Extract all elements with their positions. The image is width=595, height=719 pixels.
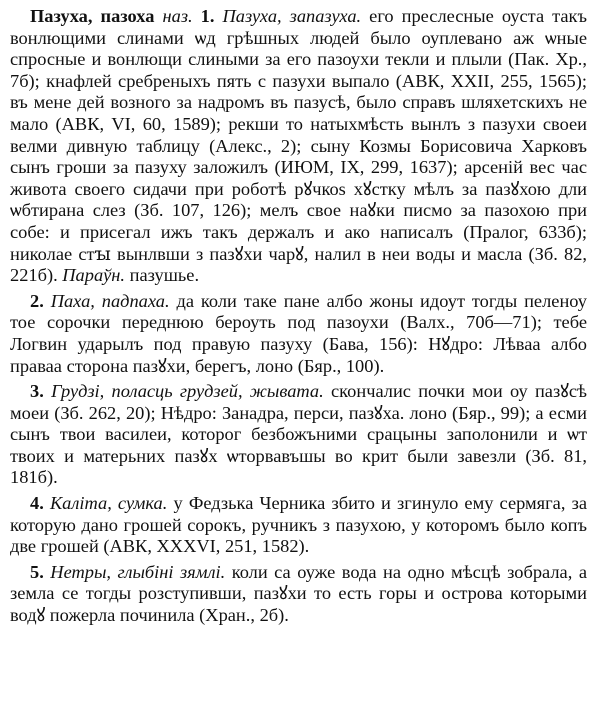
sense-2: [10, 291, 587, 377]
sense-number: 4.: [30, 493, 44, 514]
sense-text: коли са оуже вода на одно мѣсцѣ зобрала, а земла се тогды розступивши, пазꙋхи то есть горы и острова которыми водꙋ пожерла починила (Хран., 2б).: [10, 561, 587, 626]
sense-gloss: Пазуха, запазуха.: [222, 6, 362, 26]
sense-3: [10, 381, 587, 489]
sense-number: 5.: [30, 561, 44, 582]
sense-gloss: Нетры, глыбіні зямлі.: [50, 561, 226, 582]
sense-number: 2.: [30, 290, 44, 311]
sense-text: скончалис почки мои оу пазꙋсѣ моеи (Зб. 262, 20); Нѣдро: Занадра, перси, пазꙋха. лоно (Бяр., 99); а есми сынъ твои василеи, которог безбожъними срацыны заполонили и ѡт твоих и матерьних пазꙋх ѡторвавъшы во крит были завезли (Зб. 81, 181б).: [10, 381, 587, 488]
sense-number: 3.: [30, 381, 44, 402]
equivalent-label: Параўн.: [62, 265, 126, 286]
sense-text: да коли таке пане албо жоны идоут тогды пеленоу тое сорочки переднюю бероуть под пазоухи (Валх., 70б—71); тебе Логвин ударылъ под правую пазуху (Бава, 156): Нꙋдро: Лѣваа албо праваа сторона пазꙋхи, берегъ, лоно (Бяр., 100).: [10, 290, 587, 376]
part-of-speech: наз.: [162, 6, 193, 26]
sense-1: [10, 6, 587, 287]
sense-4: [10, 493, 587, 558]
sense-number: 1.: [200, 6, 215, 26]
sense-gloss: Грудзі, поласць грудзей, жывата.: [51, 381, 324, 402]
equivalent-text: пазушье.: [129, 265, 200, 286]
sense-gloss: Каліта, сумка.: [49, 493, 168, 514]
sense-text: у Федзька Черника збито и згинуло ему сермяга, за которую дано грошей сорокъ, ручникъ з пазухою, у которомъ было копъ две грошей (АВК, XXXVI, 251, 1582).: [10, 493, 587, 557]
sense-text: его преслесные оуста такъ вонлющими слинами ѡд грѣшных людей было оуплевано аж ѡные спросные и вонлющи слиными за его пазоухи текли и плыли (Пак. Хр., 7б); кнафлей сребреныхъ пять с пазухи выпало (АВК, XXII, 255, 1565); въ мене дей возного за надромъ въ пазусѣ, было справъ шляхетскихъ не мало (АВК, VI, 60, 1589); рекши то натыхмѣсть вынлъ з пазухи своеи велми дивную таблицу (Алекс., 2); сыну Козмы Борисовича Харковъ сынъ гроши за пазуху заложилъ (ИЮМ, IX, 299, 1637); арсеній вес час живота своего сидачи при роботѣ рꙋчкоѕ хꙋстку мѣлъ за пазꙋхою дли ѡбтирана слез (Зб. 107, 126); мелъ свое наꙋки писмо за пазохою при собе: и присегал ижъ такъ держалъ и ако написалъ (Пралог, 633б); николае стꙑ вынлвши з пазꙋхи чарꙋ, налил в неи воды и масла (Зб. 82, 221б).: [10, 6, 588, 286]
sense-5: [10, 562, 587, 627]
sense-gloss: Паха, падпаха.: [50, 290, 170, 311]
headword: Пазуха, пазоха: [30, 6, 155, 26]
